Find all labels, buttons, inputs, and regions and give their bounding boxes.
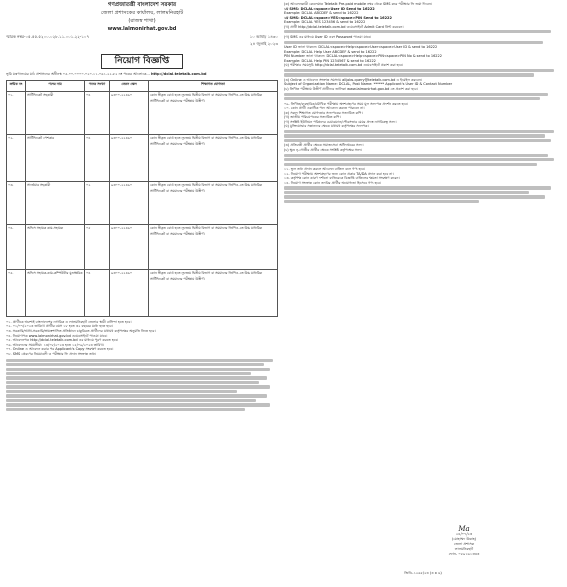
office-line: জেলা প্রশাসকের কার্যালয়, লালমনিরহাট bbox=[100, 10, 184, 16]
instruction-line: (খ) প্রার্থী http://dclal.teletalk.com.bd ওয়েবসাইটে Admit Card প্রিন্ট করবেন। bbox=[284, 24, 404, 29]
instruction-line: (গ) SMS এর মাধ্যমে User ID এবং Password পাওয়া যাবে। bbox=[284, 34, 372, 39]
col-post: পদের নাম bbox=[26, 80, 85, 91]
cell-scale: ৯৩০০-২২৪৯০ bbox=[110, 269, 149, 316]
instruction-line: Subject of Organization Name: DCLAL, Post Name: ****** Applicant's User ID & Contact Number bbox=[284, 82, 453, 87]
col-scale: বেতন স্কেল bbox=[110, 80, 149, 91]
note-item: ০৭. Online এ আবেদন করার পর Applicant's Copy সংরক্ষণ করতে হবে। bbox=[6, 347, 114, 352]
note-item: ০৬. আবেদনের সময়সীমা: ১৩/০৮/২০২৩ হতে ১৫/০৯/২০২৩ তারিখ। bbox=[6, 342, 104, 347]
left-column bbox=[6, 0, 278, 412]
instruction-line: (চ) লিখিত পরীক্ষায় উত্তীর্ণ প্রার্থীদের তালিকা www.lalmonirhat.gov.bd তে প্রকাশ করা হবে। bbox=[284, 86, 418, 91]
posts-table bbox=[6, 80, 278, 317]
table-row bbox=[7, 224, 278, 269]
signature-mark: Ma bbox=[458, 525, 470, 533]
note-item: ০৩. সরকারি/আধা-সরকারি/স্বায়ত্তশাসিত প্রতিষ্ঠানে চাকুরিরত প্রার্থীদের যথাযথ কর্তৃপক্ষের অনুমতি নিতে হবে। bbox=[6, 328, 156, 333]
table-row bbox=[7, 181, 278, 224]
cell-req: কোন স্বীকৃত বোর্ড হতে ন্যূনতম দ্বিতীয় বিভাগ বা সমমানের জিপিএ-তে উচ্চ মাধ্যমিক সার্টিফিকেট বা সমমানের পরীক্ষায় উত্তীর্ণ। bbox=[149, 91, 278, 134]
cell-scale: ৯৩০০-২২৪৯০ bbox=[110, 91, 149, 134]
signature-block bbox=[414, 527, 514, 557]
signatory-office: লালমনিরহাট bbox=[454, 547, 474, 551]
instruction-line: ১৪. নিয়োগ সংক্রান্ত কোন তদবির প্রার্থীর অযোগ্যতা হিসেবে গণ্য হবে। bbox=[284, 180, 382, 185]
cell-scale: ৯৩০০-২২৪৯০ bbox=[110, 224, 149, 269]
apply-url[interactable]: http://dclal.teletalk.com.bd bbox=[151, 72, 207, 76]
note-item: ০৪. নিয়োগপত্র www.lalmonirhat.gov.bd ওয়েবসাইটে পাওয়া যাবে। bbox=[6, 333, 108, 338]
intro-paragraph: ভূমি মন্ত্রণালয়ের মাঠ প্রশাসনের অধীনস্থ ০৫.০০.০০০০.০২০.১১.০৬১.২২.৮২ নং পত্রের আলোকে... http://dclal.teletalk.com.bd bbox=[6, 72, 207, 76]
instruction-line: (খ) জাতীয় পরিচয়পত্রের সত্যায়িত কপি। bbox=[284, 115, 341, 120]
cell-count: ০৫ bbox=[85, 224, 110, 269]
instruction-line: (গ) সংশ্লিষ্ট ইউনিয়ন পরিষদের চেয়ারম্যান/পৌরসভার মেয়র প্রদত্ত নাগরিকত্ব সনদ। bbox=[284, 119, 397, 124]
instruction-line: (ঙ) প্রতিবন্ধী প্রার্থীর ক্ষেত্রে সমাজসেবা অধিদপ্তরের সনদ। bbox=[284, 143, 364, 148]
cell-req: কোন স্বীকৃত বোর্ড হতে ন্যূনতম দ্বিতীয় বিভাগ বা সমমানের জিপিএ-তে উচ্চ মাধ্যমিক সার্টিফিকেট বা সমমানের পরীক্ষায় উত্তীর্ণ। bbox=[149, 134, 278, 181]
instruction-line: User ID জানা থাকলে: DCLAL<space>Help<space>User<space>User ID & send to 16222 bbox=[284, 45, 438, 50]
instruction-line: ১৩. কর্তৃপক্ষ কোন কারণ দর্শানো ব্যতিরেকে বিজ্ঞপ্তি বাতিলের ক্ষমতা সংরক্ষণ করেন। bbox=[284, 176, 400, 181]
instruction-line: PIN Number জানা থাকলে: DCLAL<space>Help<space>PIN<space>PIN No & send to 16222 bbox=[284, 54, 442, 59]
note-item: ০১. প্রার্থীকে অবশ্যই বাংলাদেশের নাগরিক ও লালমনিরহাট জেলার স্থায়ী বাসিন্দা হতে হবে। bbox=[6, 319, 132, 324]
cell-post: সার্ভেয়ার সহকারী bbox=[26, 181, 85, 224]
signature-date: ২৪/০৭/২৩ bbox=[455, 532, 473, 536]
signatory-title: জেলা প্রশাসক bbox=[453, 542, 475, 546]
memo-row bbox=[6, 34, 278, 48]
instruction-line: Example: DCLAL Help PIN 1234567 & send to 16222 bbox=[284, 58, 376, 63]
date-bangla: ১০ আষাঢ় ১৪৩০ bbox=[249, 34, 278, 39]
cell-req: কোন স্বীকৃত বোর্ড হতে ন্যূনতম দ্বিতীয় বিভাগ বা সমমানের জিপিএ-তে উচ্চ মাধ্যমিক সার্টিফিকেট বা সমমানের পরীক্ষায় উত্তীর্ণ। bbox=[149, 269, 278, 316]
instruction-line: (ক) আবেদনকারী কেবলমাত্র Teletalk Pre-paid mobile নম্বর থেকে SMS করে পরীক্ষার ফি জমা দিবেন। bbox=[284, 2, 433, 6]
header bbox=[6, 1, 278, 25]
date-english: ২৪ জুলাই ২০২৩ bbox=[250, 41, 278, 46]
instruction-line: ১ম SMS: DCLAL<space>User ID Send to 16222 bbox=[284, 6, 375, 11]
cell-post: অফিস সহায়ক-কাম-কম্পিউটার মুদ্রাক্ষরিক bbox=[26, 269, 85, 316]
right-instructions bbox=[284, 2, 562, 203]
instruction-line: Example: DCLAL Help User ABCDEF & send to 16222 bbox=[284, 49, 377, 54]
govt-line: গণপ্রজাতন্ত্রী বাংলাদেশ সরকার bbox=[107, 2, 177, 8]
footer-gd: জিডি-১২৬৫/২৩ (৩ x ৬) bbox=[404, 571, 442, 575]
page-title: নিয়োগ বিজ্ঞপ্তি bbox=[101, 54, 183, 69]
cell-scale: ৯৩০০-২২৪৯০ bbox=[110, 134, 149, 181]
instruction-line: (ঙ) Online এ আবেদন সংক্রান্ত সমস্যায় alljobs.query@teletalk.com.bd এ ইমেইল করবেন। bbox=[284, 77, 423, 82]
table-row bbox=[7, 134, 278, 181]
cell-no: ০৫. bbox=[7, 269, 26, 316]
cell-count: ০৪ bbox=[85, 269, 110, 316]
note-item: ০৮. SMS প্রেরণের নিয়মাবলী ও পরীক্ষার ফি প্রদান সংক্রান্ত তথ্য। bbox=[6, 351, 97, 356]
table-header-row bbox=[7, 80, 278, 91]
col-count: পদের সংখ্যা bbox=[85, 80, 110, 91]
cell-no: ০৪. bbox=[7, 224, 26, 269]
instruction-line: (ক) সকল শিক্ষাগত যোগ্যতার সনদপত্রের সত্যায়িত কপি। bbox=[284, 110, 363, 115]
cell-req: কোন স্বীকৃত বোর্ড হতে ন্যূনতম দ্বিতীয় বিভাগ বা সমমানের জিপিএ-তে উচ্চ মাধ্যমিক সার্টিফিকেট বা সমমানের পরীক্ষায় উত্তীর্ণ। bbox=[149, 224, 278, 269]
right-column bbox=[284, 0, 562, 556]
instruction-line: ০৯. লিখিত/ব্যবহারিক/মৌখিক পরীক্ষায় অংশগ্রহণের সময় মূল সনদপত্র প্রদর্শন করতে হবে। bbox=[284, 101, 409, 106]
instruction-line: ১০. কোন প্রার্থী একাধিক পদে আবেদন করতে পারবেন না। bbox=[284, 106, 365, 111]
memo-number: স্মারক নম্বর-০৫.৫৫.৫২০০.০২৮.১১.০০১.২২-১০৭ bbox=[6, 34, 90, 39]
signatory-phone: ফোন- ০৫৯১৬১৩৩৩ bbox=[448, 552, 480, 556]
table-row bbox=[7, 91, 278, 134]
signatory-name: (মোহাম্মদ উল্লাহ) bbox=[451, 537, 477, 541]
col-serial: ক্রমিক নং bbox=[7, 80, 26, 91]
left-notes bbox=[6, 320, 278, 357]
note-item: ০২. ০১/০৭/২০২৩ তারিখে প্রার্থীর বয়স ১৮ হতে ৩২ বছরের মধ্যে হতে হবে। bbox=[6, 324, 113, 329]
table-row bbox=[7, 269, 278, 316]
instruction-line: ২য় SMS: DCLAL<space>YES<space>PIN Send to 16222 bbox=[284, 15, 392, 20]
instruction-line: (ঘ) মুক্তিযোদ্ধার সন্তানদের ক্ষেত্রে যথাযথ কর্তৃপক্ষের সনদপত্র। bbox=[284, 124, 369, 129]
col-qualification: শিক্ষাগত যোগ্যতা bbox=[149, 80, 278, 91]
instruction-line: ১২. নিয়োগ পরীক্ষায় অংশগ্রহণের জন্য কোন প্রকার TA/DA প্রদান করা হবে না। bbox=[284, 171, 394, 176]
branch-line: (রাজস্ব শাখা) bbox=[128, 18, 156, 24]
instruction-line: ১১. ভুল তথ্য প্রদান করলে আবেদন বাতিল বলে গণ্য হবে। bbox=[284, 167, 366, 172]
website-link[interactable]: www.lalmonirhat.gov.bd bbox=[107, 26, 177, 32]
cell-scale: ৯৩০০-২২৪৯০ bbox=[110, 181, 149, 224]
cell-no: ০২. bbox=[7, 134, 26, 181]
cell-no: ০৩. bbox=[7, 181, 26, 224]
cell-post: সার্টিফিকেট পেশকার bbox=[26, 134, 85, 181]
cell-req: কোন স্বীকৃত বোর্ড হতে ন্যূনতম দ্বিতীয় বিভাগ বা সমমানের জিপিএ-তে উচ্চ মাধ্যমিক সার্টিফিকেট বা সমমানের পরীক্ষায় উত্তীর্ণ। bbox=[149, 181, 278, 224]
instruction-line: Example: DCLAL ABCDEF & send to 16222 bbox=[284, 11, 359, 15]
instruction-line: Example: DCLAL YES 123456 & send to 16222 bbox=[284, 20, 366, 24]
cell-count: ০২ bbox=[85, 181, 110, 224]
left-text-filler bbox=[6, 359, 278, 412]
cell-post: সার্টিফিকেট সহকারী bbox=[26, 91, 85, 134]
cell-no: ০১. bbox=[7, 91, 26, 134]
cell-count: ০৪ bbox=[85, 134, 110, 181]
note-item: ০৫. আবেদনপত্র http://dclal.teletalk.com.bd এর মাধ্যমে পূরণ করতে হবে। bbox=[6, 338, 119, 343]
cell-post: অফিস সহায়ক কাম-সহায়ক bbox=[26, 224, 85, 269]
instruction-line: (চ) ক্ষুদ্র নৃ-গোষ্ঠীর প্রার্থীর ক্ষেত্রে সংশ্লিষ্ট কর্তৃপক্ষের সনদ। bbox=[284, 147, 363, 152]
instruction-line: (ঘ) পরীক্ষার সময়সূচি http://dclal.teletalk.com.bd ওয়েবসাইটে প্রকাশ করা হবে। bbox=[284, 63, 404, 68]
cell-count: ০৪ bbox=[85, 91, 110, 134]
